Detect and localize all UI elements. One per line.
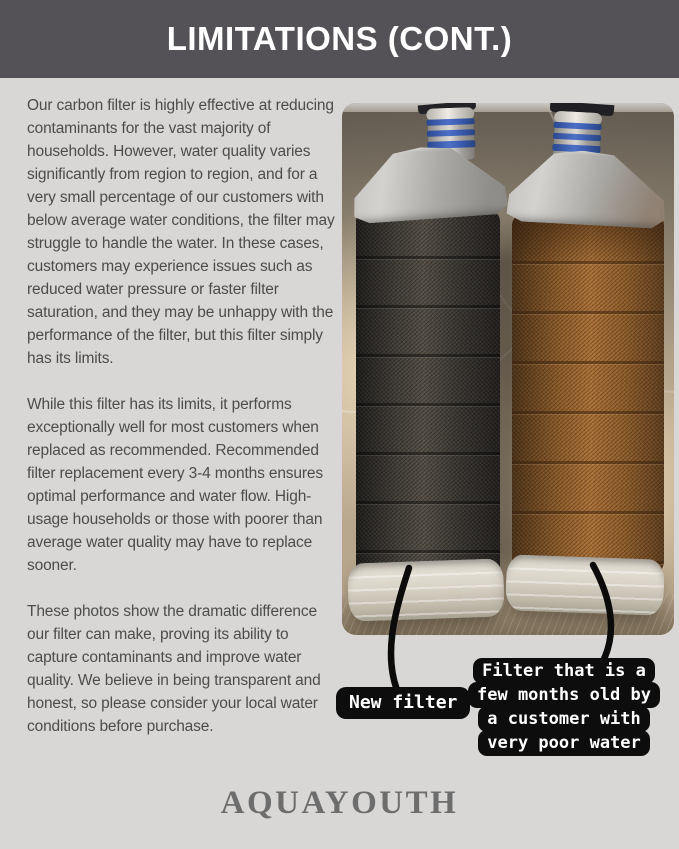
blue-ring bbox=[427, 129, 475, 137]
old-filter-label-line: Filter that is a bbox=[460, 658, 668, 684]
filter-comparison-photo bbox=[342, 103, 674, 635]
blue-ring bbox=[426, 118, 474, 126]
blue-ring bbox=[554, 122, 602, 131]
body-text-column bbox=[27, 94, 339, 761]
brand-wordmark: AQUAYOUTH bbox=[220, 785, 459, 821]
old-filter-label-line: few months old by bbox=[460, 682, 668, 708]
old-filter-label-line: very poor water bbox=[460, 730, 668, 756]
header-banner bbox=[0, 0, 679, 78]
new-filter-label bbox=[336, 687, 470, 719]
page-title: LIMITATIONS (CONT.) bbox=[166, 20, 513, 57]
steel-top-rim bbox=[342, 103, 674, 112]
filter-collar-left bbox=[347, 558, 505, 621]
paragraph-transparency: These photos show the dramatic difference our filter can make, proving its ability to capture contaminants and improve water quality. We believe in being transparent and honest, so please consider your local water conditions before purchase. bbox=[27, 603, 321, 735]
blue-ring bbox=[427, 140, 475, 149]
new-filter-cartridge bbox=[356, 211, 500, 581]
old-filter-label bbox=[460, 660, 668, 756]
old-filter-cartridge bbox=[512, 215, 664, 577]
paragraph-replacement-schedule: While this filter has its limits, it performs exceptionally well for most customers when replaced as recommended. Recommended filter replacement every 3-4 months ensures optimal performance and water flow. High-usage households or those with poorer than average water quality may have to replace sooner. bbox=[27, 396, 323, 574]
blue-ring bbox=[553, 133, 601, 142]
new-filter-label-text: New filter bbox=[349, 692, 458, 713]
paragraph-filter-effectiveness: Our carbon filter is highly effective at reducing contaminants for the vast majority of households. However, water quality varies significantly from region to region, and for a very small percentage of our customers with below average water conditions, the filter may struggle to handle the water. In these cases, customers may experience issues such as reduced water pressure or faster filter saturation, and they may be unhappy with the performance of the filter, but this filter simply has its limits. bbox=[27, 97, 335, 367]
old-filter-label-line: a customer with bbox=[460, 706, 668, 732]
filter-collar-right bbox=[505, 554, 665, 615]
